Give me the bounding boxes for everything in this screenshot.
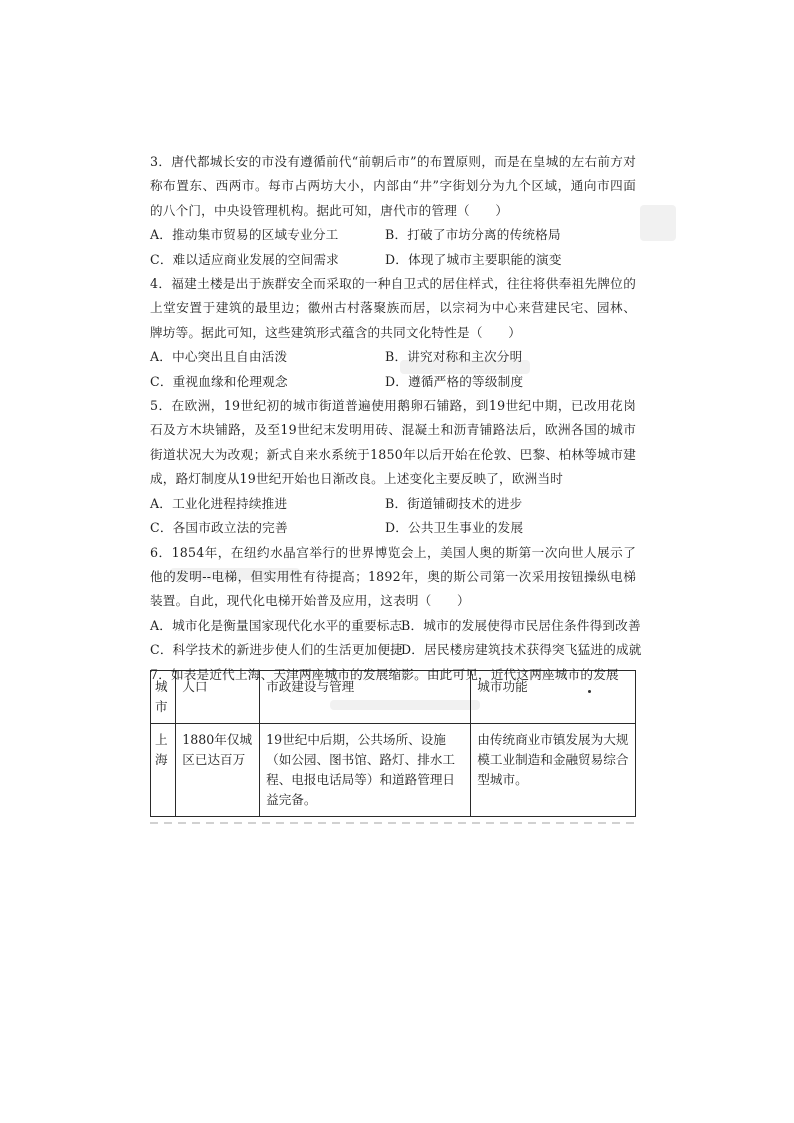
question-4	[150, 272, 636, 394]
table-cell-function: 由传统商业市镇发展为大规模工业制造和金融贸易综合型城市。	[471, 724, 636, 817]
question-4-options-row-1	[150, 345, 636, 369]
question-5-option-b[interactable]: B．街道铺砌技术的进步	[385, 495, 523, 511]
table-header-admin: 市政建设与管理	[260, 671, 471, 724]
question-6-option-a[interactable]: A．城市化是衡量国家现代化水平的重要标志	[150, 617, 403, 633]
question-3-options-row-1	[150, 223, 636, 247]
table-row	[151, 724, 636, 817]
city-development-table	[150, 670, 636, 817]
question-7-stem: 7．如表是近代上海、天津两座城市的发展缩影。由此可见，近代这两座城市的发展	[150, 666, 619, 682]
question-4-options-row-2	[150, 370, 636, 394]
question-3-option-d[interactable]: D．体现了城市主要职能的演变	[385, 251, 562, 267]
question-5-options-row-1	[150, 492, 636, 516]
scan-cutoff-line	[150, 822, 640, 824]
question-4-option-c[interactable]: C．重视血缘和伦理观念	[150, 373, 288, 389]
table-cell-admin: 19世纪中后期，公共场所、设施（如公园、图书馆、路灯、排水工程、电报电话局等）和道路管理日益完备。	[260, 724, 471, 817]
question-3-options-row-2	[150, 248, 636, 272]
table-header-function: 城市功能	[471, 671, 636, 724]
question-3-option-c[interactable]: C．难以适应商业发展的空间需求	[150, 251, 339, 267]
question-3-stem: 3．唐代都城长安的市没有遵循前代“前朝后市”的布置原则，而是在皇城的左右前方对称布置东、西两市。每市占两坊大小，内部由“井”字街划分为九个区域，通向市四面的八个门，中央设管理机构。据此可知，唐代市的管理（ ）	[150, 154, 636, 218]
question-5-options-row-2	[150, 516, 636, 540]
question-4-option-d[interactable]: D．遵循严格的等级制度	[385, 373, 524, 389]
question-6-option-b[interactable]: B．城市的发展使得市民居住条件得到改善	[401, 617, 641, 633]
table-cell-city: 上海	[151, 724, 176, 817]
question-5-option-c[interactable]: C．各国市政立法的完善	[150, 520, 288, 536]
question-5	[150, 394, 636, 540]
table-header-population: 人口	[176, 671, 260, 724]
scan-smudge	[640, 205, 676, 241]
table-header-row	[151, 671, 636, 724]
table-cell-population: 1880年仅城区已达百万	[176, 724, 260, 817]
question-6-stem: 6．1854年，在纽约水晶宫举行的世界博览会上，美国人奥的斯第一次向世人展示了他的发明--电梯，但实用性有待提高；1892年，奥的斯公司第一次采用按钮操纵电梯装置。自此，现代化电梯开始普及应用，这表明（ ）	[150, 544, 636, 609]
question-6-option-d[interactable]: D．居民楼房建筑技术获得突飞猛进的成就	[401, 642, 642, 658]
question-5-stem: 5．在欧洲，19世纪初的城市街道普遍使用鹅卵石铺路，到19世纪中期，已改用花岗石及方木块铺路，及至19世纪末发明用砖、混凝土和沥青铺路法后，欧洲各国的城市街道状况大为改观；新式自来水系统于1850年以后开始在伦敦、巴黎、柏林等城市建成，路灯制度从19世纪开始也日渐改良。上述变化主要反映了，欧洲当时	[150, 398, 636, 487]
question-6-options-row-1	[150, 614, 641, 638]
question-3-option-a[interactable]: A．推动集市贸易的区域专业分工	[150, 227, 339, 243]
question-3	[150, 150, 636, 272]
scan-speck	[588, 690, 591, 693]
question-4-option-a[interactable]: A．中心突出且自由活泼	[150, 349, 288, 365]
question-content	[150, 150, 642, 687]
table-header-city: 城市	[151, 671, 176, 724]
question-6	[150, 541, 642, 663]
question-5-option-a[interactable]: A．工业化进程持续推进	[150, 495, 288, 511]
question-4-stem: 4．福建土楼是出于族群安全而采取的一种自卫式的居住样式，往往将供奉祖先牌位的上堂安置于建筑的最里边；徽州古村落聚族而居，以宗祠为中心来营建民宅、园林、牌坊等。据此可知，这些建筑形式蕴含的共同文化特性是（ ）	[150, 276, 636, 340]
question-5-option-d[interactable]: D．公共卫生事业的发展	[385, 520, 524, 536]
question-6-option-c[interactable]: C．科学技术的新进步使人们的生活更加便捷	[150, 642, 403, 658]
question-4-option-b[interactable]: B．讲究对称和主次分明	[385, 349, 523, 365]
question-3-option-b[interactable]: B．打破了市坊分离的传统格局	[385, 227, 561, 243]
question-6-options-row-2	[150, 638, 642, 662]
